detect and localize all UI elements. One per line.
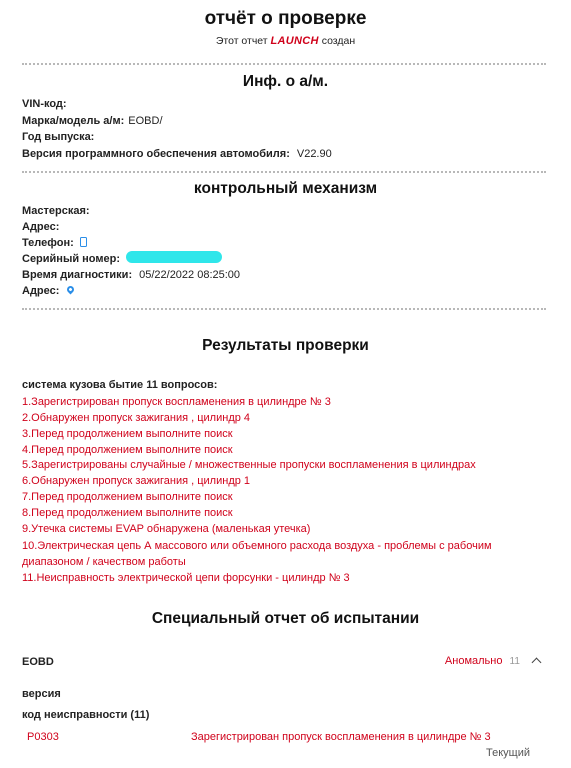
control-heading: контрольный механизм — [193, 180, 378, 197]
make-value: EOBD/ — [128, 115, 163, 127]
fault-item: 5.Зарегистрированы случайные / множественные пропуски воспламенения в цилиндрах — [22, 459, 476, 471]
chevron-up-icon[interactable] — [532, 658, 542, 668]
report-title: отчёт о проверке — [204, 8, 367, 29]
address-row — [22, 221, 59, 233]
address2-label: Адрес: — [22, 285, 60, 297]
vin-row — [22, 98, 67, 110]
diag-time-label: Время диагностики: — [22, 269, 133, 281]
fault-item-continued: диапазоном / качеством работы — [22, 556, 186, 568]
status-abnormal: Аномально — [444, 655, 503, 667]
fault-item: 3.Перед продолжением выполните поиск — [22, 428, 233, 440]
workshop-label: Мастерская: — [22, 205, 90, 217]
divider — [22, 308, 546, 310]
system-title: система кузова бытие 11 вопросов: — [22, 379, 218, 391]
fault-item: 8.Перед продолжением выполните поиск — [22, 507, 233, 519]
fault-item: 6.Обнаружен пропуск зажигания , цилиндр 1 — [22, 475, 251, 487]
make-label: Марка/модель а/м: — [22, 115, 125, 127]
address2-row — [22, 285, 74, 297]
special-report-heading: Специальный отчет об испытании — [151, 610, 420, 627]
fault-item: 11.Неисправность электрической цепи форсунки - цилиндр № 3 — [22, 572, 350, 584]
serial-row — [22, 253, 120, 265]
software-row — [22, 148, 332, 160]
redaction-mask — [126, 251, 222, 263]
dtc-code: P0303 — [27, 731, 59, 743]
eobd-status-toggle[interactable] — [445, 655, 540, 667]
dtc-label: код неисправности (11) — [22, 709, 150, 721]
launch-logo: LAUNCH — [270, 35, 319, 47]
location-pin-icon[interactable] — [66, 285, 76, 295]
diag-time-row — [22, 269, 240, 281]
fault-item: 2.Обнаружен пропуск зажигания , цилиндр 4 — [22, 412, 251, 424]
dtc-description: Зарегистрирован пропуск воспламенения в цилиндре № 3 — [191, 731, 491, 743]
fault-count: 11 — [509, 656, 520, 667]
fault-item: 9.Утечка системы EVAP обнаружена (маленькая утечка) — [22, 523, 311, 535]
vin-label: VIN-код: — [22, 98, 67, 110]
results-heading: Результаты проверки — [202, 337, 369, 354]
divider — [22, 171, 546, 173]
phone-icon[interactable] — [80, 237, 87, 247]
version-label: версия — [22, 688, 61, 700]
software-value: V22.90 — [296, 148, 332, 160]
phone-label: Телефон: — [22, 237, 74, 249]
dtc-state: Текущий — [486, 747, 530, 759]
fault-item: 7.Перед продолжением выполните поиск — [22, 491, 233, 503]
vehicle-info-heading: Инф. о а/м. — [242, 73, 329, 90]
subtitle-prefix: Этот отчет — [215, 35, 268, 47]
fault-item: 4.Перед продолжением выполните поиск — [22, 444, 233, 456]
report-subtitle — [0, 35, 571, 47]
divider — [22, 63, 546, 65]
make-row — [22, 115, 163, 127]
subtitle-suffix: создан — [321, 35, 356, 47]
year-label: Год выпуска: — [22, 131, 95, 143]
software-label: Версия программного обеспечения автомобиля: — [22, 148, 290, 160]
phone-row — [22, 237, 87, 249]
fault-item: 1.Зарегистрирован пропуск воспламенения в цилиндре № 3 — [22, 396, 331, 408]
year-row — [22, 131, 94, 143]
address-label: Адрес: — [22, 221, 60, 233]
fault-item: 10.Электрическая цепь А массового или объемного расхода воздуха - проблемы с рабочим — [22, 540, 492, 552]
serial-label: Серийный номер: — [22, 253, 121, 265]
workshop-row — [22, 205, 90, 217]
diag-time-value: 05/22/2022 08:25:00 — [139, 269, 241, 281]
eobd-system-name: EOBD — [22, 656, 54, 668]
